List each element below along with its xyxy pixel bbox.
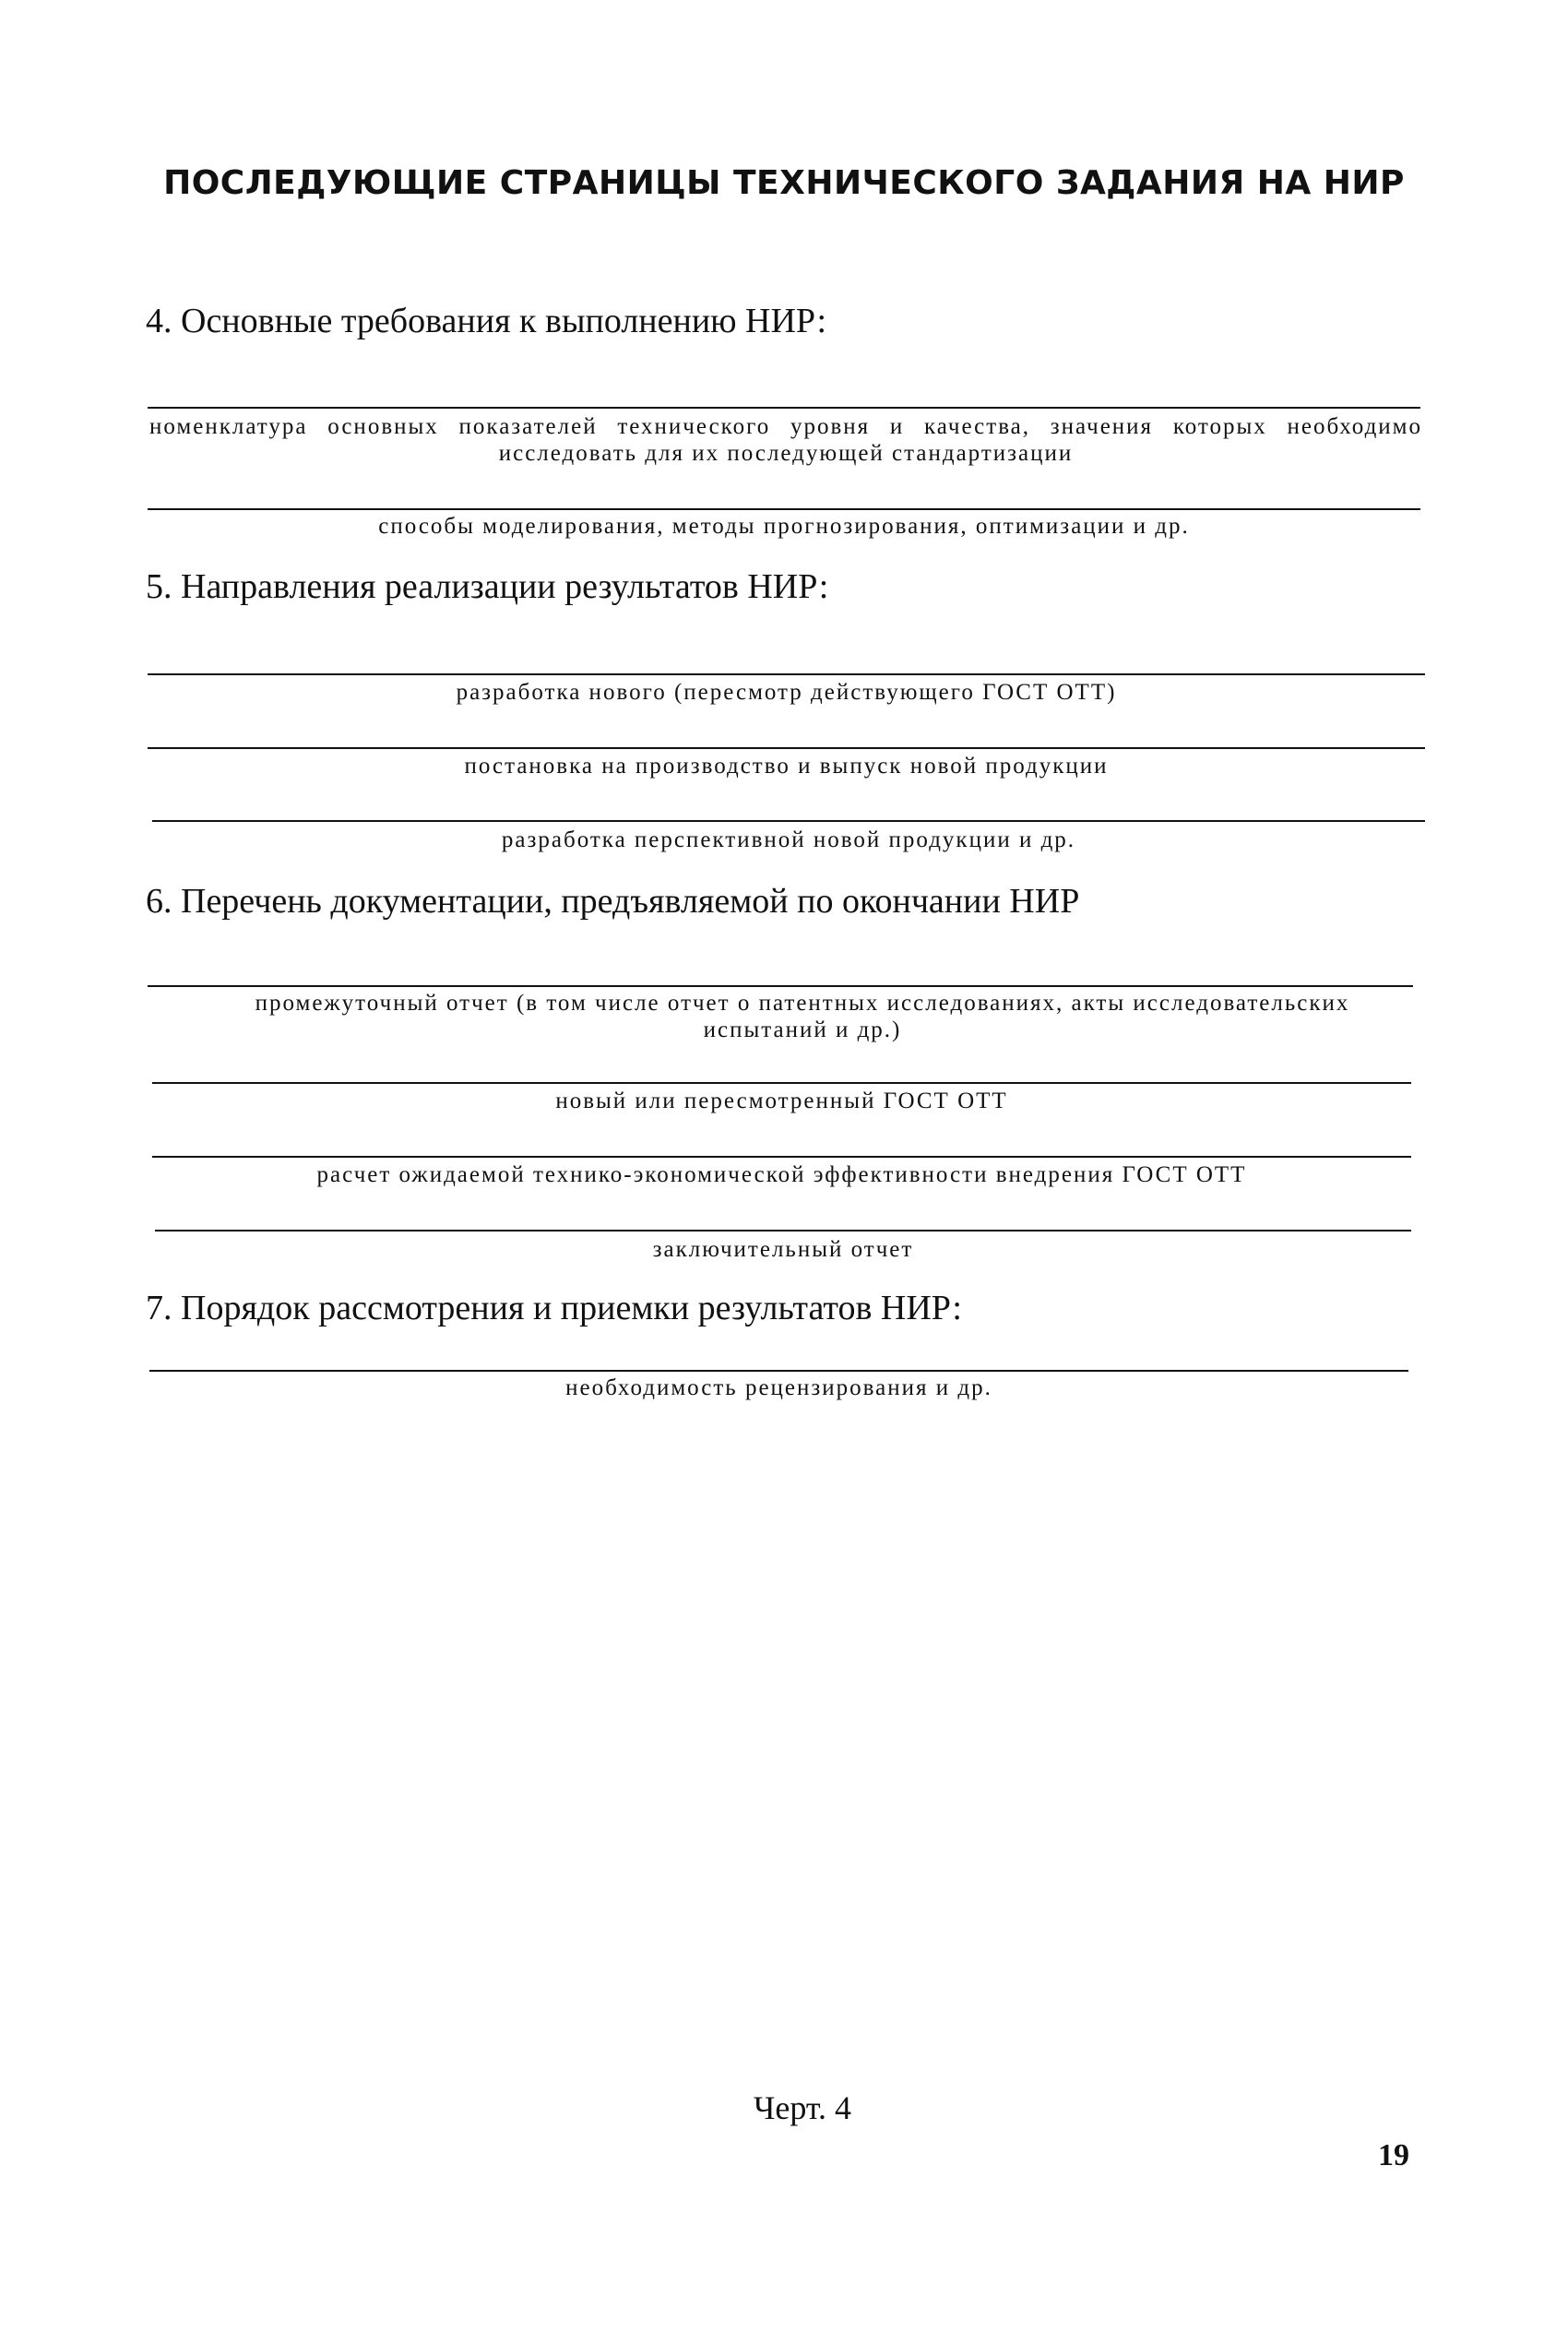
section-4-heading: 4. Основные требования к выполнению НИР: bbox=[146, 302, 827, 340]
section-6-caption-1: промежуточный отчет (в том числе отчет о патентных исследованиях, акты исследовательских испытаний и др.) bbox=[255, 991, 1350, 1042]
section-5-caption-1: разработка нового (пересмотр действующего ГОСТ ОТТ) bbox=[456, 680, 1117, 705]
section-6-caption-2: новый или пересмотренный ГОСТ ОТТ bbox=[555, 1089, 1008, 1113]
section-4-caption-1: номенклатура основных показателей технического уровня и качества, значения которых необходимо исследовать для их последующей стандартизации bbox=[149, 414, 1422, 466]
section-4-caption-2: способы моделирования, методы прогнозирования, оптимизации и др. bbox=[378, 514, 1190, 539]
section-6-caption-3: расчет ожидаемой технико-экономической эффективности внедрения ГОСТ ОТТ bbox=[316, 1162, 1247, 1187]
fill-line bbox=[152, 1156, 1411, 1158]
figure-label: Черт. 4 bbox=[754, 2089, 851, 2126]
section-6-heading: 6. Перечень документации, предъявляемой по окончании НИР bbox=[146, 882, 1080, 921]
fill-line bbox=[155, 1230, 1411, 1231]
page-title: ПОСЛЕДУЮЩИЕ СТРАНИЦЫ ТЕХНИЧЕСКОГО ЗАДАНИЯ НА НИР bbox=[163, 164, 1405, 202]
fill-line bbox=[149, 1370, 1408, 1372]
fill-line bbox=[148, 673, 1425, 675]
section-7-heading: 7. Порядок рассмотрения и приемки результатов НИР: bbox=[146, 1289, 962, 1327]
fill-line bbox=[148, 747, 1425, 749]
fill-line bbox=[148, 508, 1420, 510]
section-6-caption-4: заключительный отчет bbox=[652, 1237, 914, 1262]
fill-line bbox=[148, 985, 1413, 987]
section-5-caption-3: разработка перспективной новой продукции и др. bbox=[501, 827, 1076, 852]
section-5-caption-2: постановка на производство и выпуск новой продукции bbox=[464, 754, 1109, 779]
page-number: 19 bbox=[1378, 2138, 1409, 2172]
section-5-heading: 5. Направления реализации результатов НИР: bbox=[146, 567, 829, 606]
section-7-caption-1: необходимость рецензирования и др. bbox=[565, 1375, 992, 1400]
fill-line bbox=[152, 1082, 1411, 1084]
fill-line bbox=[148, 407, 1420, 409]
fill-line bbox=[152, 820, 1425, 822]
